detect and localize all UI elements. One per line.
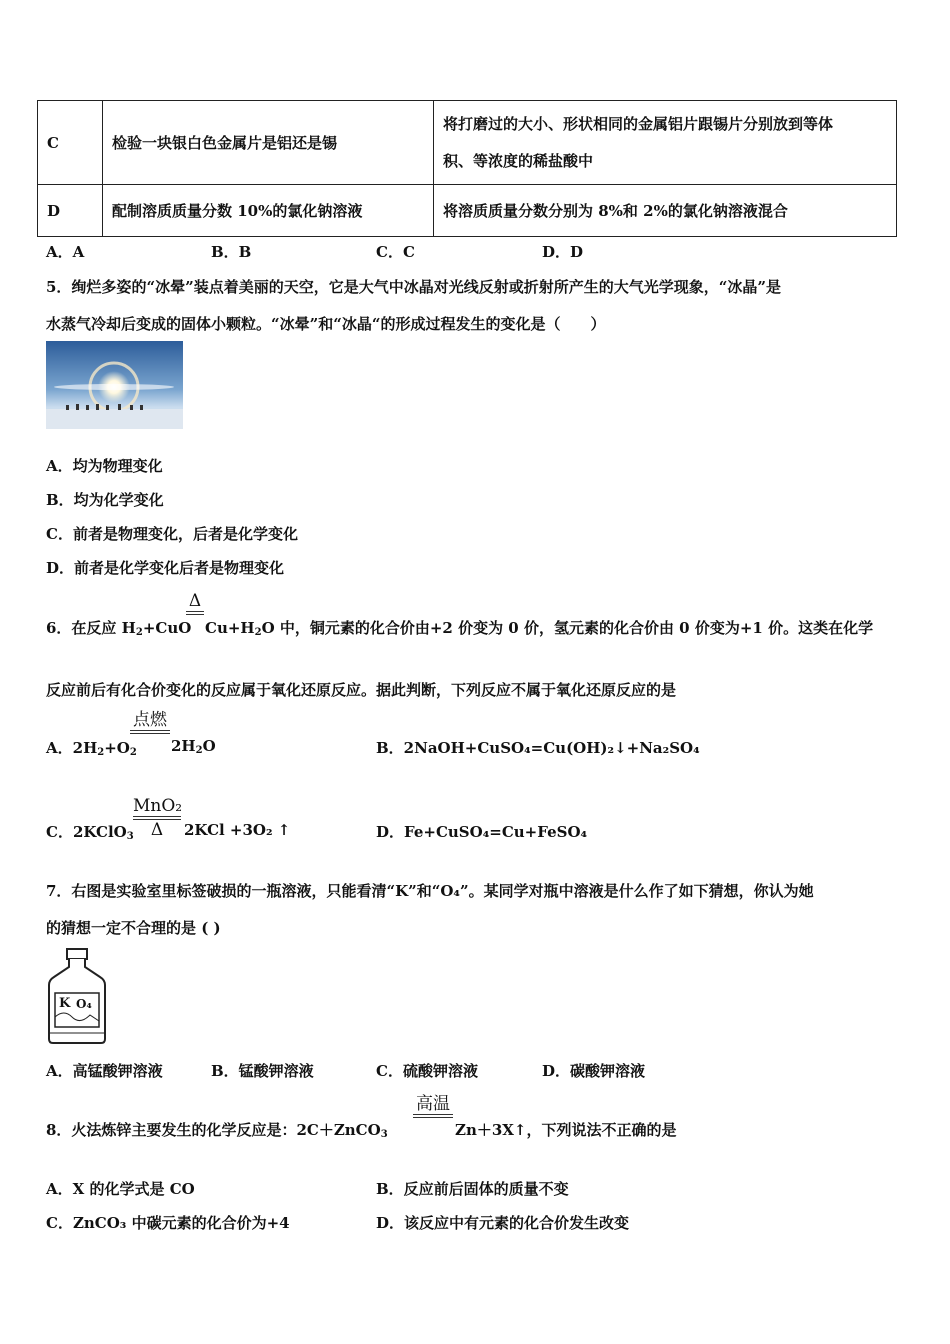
q6-c-condition (133, 796, 181, 840)
q6-text: A．2H (46, 739, 98, 757)
q6-text: O 中，铜元素的化合价由+2 价变为 0 价，氢元素的化合价由 0 价变为+1 价。这类在化学 (261, 619, 874, 637)
condition-text: 点燃 (133, 710, 167, 730)
reagent-bottle-figure (46, 947, 108, 1045)
q7-stem-line2: 的猜想一定不合理的是 ( ) (46, 919, 221, 937)
q5-option-c: C．前者是物理变化，后者是化学变化 (46, 525, 298, 543)
row-method: 将溶质质量分数分别为 8%和 2%的氯化钠溶液混合 (434, 185, 897, 237)
subscript: 2 (129, 747, 137, 758)
q5-stem-line2: 水蒸气冷却后变成的固体小颗粒。“冰晕”和“冰晶“的形成过程发生的变化是（ ） (46, 315, 606, 333)
subscript: 2 (195, 745, 203, 756)
q5-option-b: B．均为化学变化 (46, 491, 164, 509)
q6-a-condition (130, 710, 170, 734)
q8-option-c: C．ZnCO₃ 中碳元素的化合价为+4 (46, 1214, 290, 1232)
row-purpose: 配制溶质质量分数 10%的氯化钠溶液 (103, 185, 434, 237)
q6-stem-line1 (46, 617, 191, 638)
q7-option-a: A．高锰酸钾溶液 (46, 1062, 163, 1080)
subscript: 2 (97, 747, 105, 758)
subscript: 3 (126, 831, 134, 842)
q6-text: 6．在反应 H (46, 619, 136, 637)
q8-stem-rest: Zn＋3X↑，下列说法不正确的是 (455, 1121, 677, 1139)
q7-option-c: C．硫酸钾溶液 (376, 1062, 478, 1080)
q6-text: 2H (171, 737, 196, 755)
q4-option-d: D．D (542, 243, 584, 261)
subscript: 2 (254, 627, 262, 638)
q6-option-c-product: 2KCl +3O₂ ↑ (184, 821, 291, 839)
q7-option-b: B．锰酸钾溶液 (211, 1062, 314, 1080)
row-method (434, 101, 897, 185)
q5-stem-line1: 5．绚烂多姿的“冰晕”装点着美丽的天空，它是大气中冰晶对光线反射或折射所产生的大气光学现象，“冰晶”是 (46, 278, 781, 296)
condition-text: MnO₂ (133, 796, 183, 816)
subscript: 3 (380, 1129, 388, 1140)
condition-text: Δ (150, 820, 164, 840)
q6-stem-line2: 反应前后有化合价变化的反应属于氧化还原反应。据此判断，下列反应不属于氧化还原反应的是 (46, 681, 677, 699)
equals-bar (130, 730, 170, 734)
q8-option-b: B．反应前后固体的质量不变 (376, 1180, 569, 1198)
label-k: K (59, 996, 71, 1011)
method-line: 将打磨过的大小、形状相同的金属铝片跟锡片分别放到等体 (443, 114, 834, 133)
q5-option-d: D．前者是化学变化后者是物理变化 (46, 559, 285, 577)
q6-option-d: D．Fe+CuSO₄=Cu+FeSO₄ (376, 823, 588, 841)
method-line: 积、等浓度的稀盐酸中 (443, 151, 594, 170)
q6-text: O (202, 737, 216, 755)
q6-text: C．2KClO (46, 823, 127, 841)
q6-text: +CuO (142, 619, 192, 637)
subscript: 2 (135, 627, 143, 638)
q6-option-c (46, 821, 134, 842)
row-label: D (38, 185, 103, 237)
table-row (38, 185, 897, 237)
q6-text: +O (104, 739, 130, 757)
q5-option-a: A．均为物理变化 (46, 457, 163, 475)
q6-option-b: B．2NaOH+CuSO₄=Cu(OH)₂↓+Na₂SO₄ (376, 739, 700, 757)
q8-option-a: A．X 的化学式是 CO (46, 1180, 195, 1198)
condition-text: 高温 (416, 1094, 450, 1114)
q6-option-a-product (171, 737, 216, 756)
q8-text: 8．火法炼锌主要发生的化学反应是：2C＋ZnCO (46, 1121, 381, 1139)
row-label: C (38, 101, 103, 185)
row-purpose: 检验一块银白色金属片是铝还是锡 (103, 101, 434, 185)
q4-option-a: A．A (46, 243, 85, 261)
condition-text: Δ (188, 591, 202, 611)
label-o4: O₄ (76, 997, 92, 1011)
ice-halo-photo (46, 341, 183, 429)
q8-stem (46, 1119, 388, 1140)
q7-option-d: D．碳酸钾溶液 (542, 1062, 646, 1080)
equals-bar (413, 1114, 453, 1118)
q4-option-c: C．C (376, 243, 415, 261)
q8-condition (413, 1094, 453, 1118)
q6-option-a (46, 737, 137, 758)
q7-stem-line1: 7．右图是实验室里标签破损的一瓶溶液，只能看清“K”和“O₄”。某同学对瓶中溶液是什么作了如下猜想，你认为她 (46, 882, 814, 900)
q6-text: Cu+H (205, 619, 255, 637)
equals-bar (186, 611, 204, 615)
q8-option-d: D．该反应中有元素的化合价发生改变 (376, 1214, 630, 1232)
experiment-table (37, 100, 897, 237)
q6-condition (186, 591, 204, 615)
table-row (38, 101, 897, 185)
q6-stem-line1-rest (205, 617, 873, 638)
q4-option-b: B．B (211, 243, 252, 261)
